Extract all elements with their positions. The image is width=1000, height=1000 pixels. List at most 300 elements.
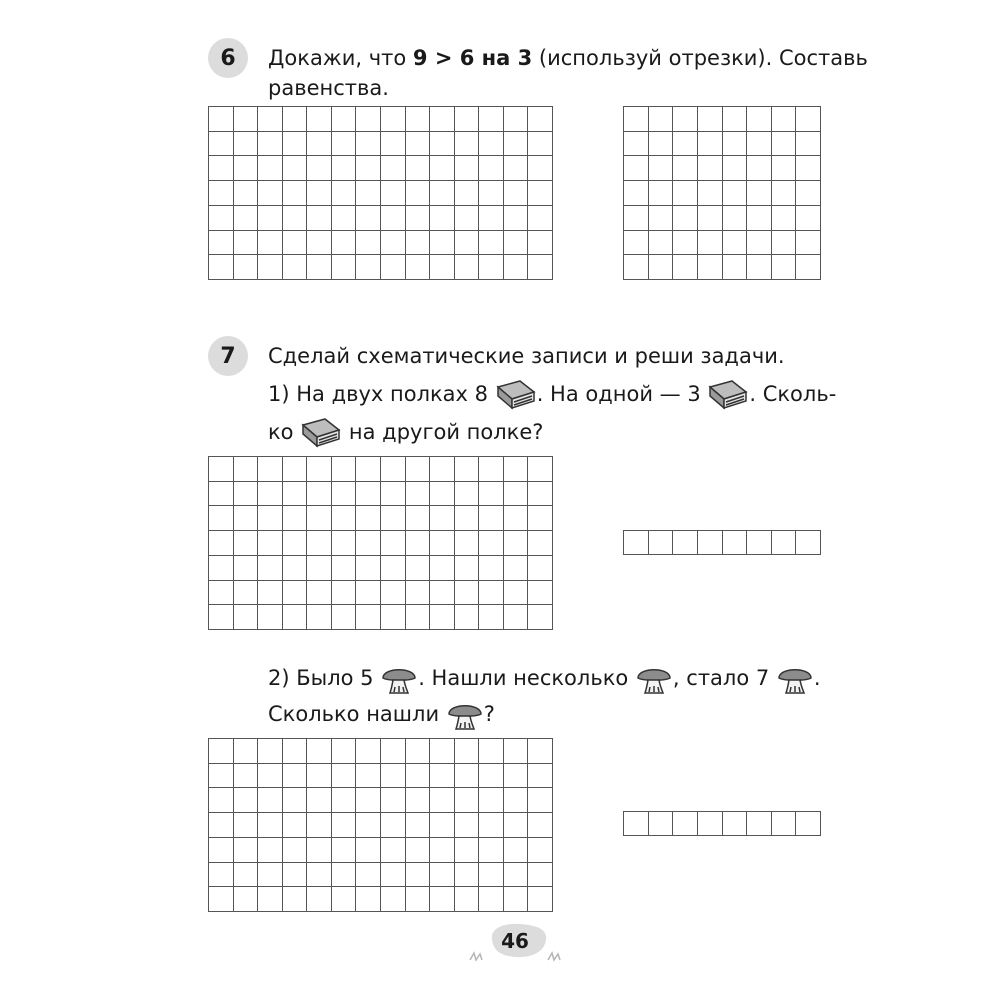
grid-cell[interactable]: [698, 812, 723, 836]
grid-cell[interactable]: [504, 788, 529, 813]
grid-cell[interactable]: [356, 482, 381, 507]
grid-cell[interactable]: [209, 206, 234, 231]
grid-cell[interactable]: [307, 531, 332, 556]
grid-cell[interactable]: [209, 813, 234, 838]
grid-cell[interactable]: [406, 457, 431, 482]
grid-cell[interactable]: [381, 556, 406, 581]
grid-cell[interactable]: [455, 863, 480, 888]
grid-cell[interactable]: [528, 457, 553, 482]
grid-cell[interactable]: [430, 506, 455, 531]
grid-cell[interactable]: [504, 482, 529, 507]
problem2-grid[interactable]: [208, 738, 553, 912]
grid-cell[interactable]: [624, 255, 649, 280]
grid-cell[interactable]: [698, 255, 723, 280]
grid-cell[interactable]: [723, 531, 748, 555]
problem1-grid[interactable]: [208, 456, 553, 630]
grid-cell[interactable]: [307, 788, 332, 813]
grid-cell[interactable]: [209, 531, 234, 556]
grid-cell[interactable]: [258, 457, 283, 482]
grid-cell[interactable]: [455, 739, 480, 764]
grid-cell[interactable]: [307, 255, 332, 280]
grid-cell[interactable]: [455, 838, 480, 863]
grid-cell[interactable]: [332, 255, 357, 280]
grid-cell[interactable]: [234, 838, 259, 863]
grid-cell[interactable]: [649, 206, 674, 231]
grid-cell[interactable]: [234, 581, 259, 606]
grid-cell[interactable]: [455, 482, 480, 507]
grid-cell[interactable]: [234, 132, 259, 157]
grid-cell[interactable]: [673, 181, 698, 206]
grid-cell[interactable]: [504, 813, 529, 838]
grid-cell[interactable]: [307, 506, 332, 531]
grid-cell[interactable]: [796, 255, 821, 280]
grid-cell[interactable]: [283, 813, 308, 838]
grid-cell[interactable]: [406, 863, 431, 888]
grid-cell[interactable]: [209, 482, 234, 507]
grid-cell[interactable]: [649, 181, 674, 206]
problem2-answer-cells[interactable]: [623, 811, 821, 836]
grid-cell[interactable]: [258, 764, 283, 789]
grid-cell[interactable]: [504, 506, 529, 531]
grid-cell[interactable]: [504, 206, 529, 231]
grid-cell[interactable]: [381, 531, 406, 556]
grid-cell[interactable]: [455, 231, 480, 256]
grid-cell[interactable]: [528, 132, 553, 157]
grid-cell[interactable]: [504, 132, 529, 157]
grid-cell[interactable]: [772, 206, 797, 231]
grid-cell[interactable]: [406, 838, 431, 863]
grid-cell[interactable]: [479, 605, 504, 630]
grid-cell[interactable]: [258, 107, 283, 132]
grid-cell[interactable]: [209, 739, 234, 764]
grid-cell[interactable]: [356, 863, 381, 888]
grid-cell[interactable]: [234, 231, 259, 256]
grid-cell[interactable]: [234, 255, 259, 280]
grid-cell[interactable]: [381, 581, 406, 606]
grid-cell[interactable]: [307, 739, 332, 764]
grid-cell[interactable]: [747, 181, 772, 206]
grid-cell[interactable]: [381, 206, 406, 231]
grid-cell[interactable]: [796, 531, 821, 555]
grid-cell[interactable]: [504, 107, 529, 132]
grid-cell[interactable]: [673, 132, 698, 157]
grid-cell[interactable]: [356, 457, 381, 482]
grid-cell[interactable]: [356, 132, 381, 157]
grid-cell[interactable]: [332, 863, 357, 888]
grid-cell[interactable]: [307, 231, 332, 256]
grid-cell[interactable]: [381, 838, 406, 863]
grid-cell[interactable]: [283, 181, 308, 206]
grid-cell[interactable]: [479, 838, 504, 863]
grid-cell[interactable]: [406, 605, 431, 630]
grid-cell[interactable]: [455, 156, 480, 181]
grid-cell[interactable]: [430, 788, 455, 813]
grid-cell[interactable]: [209, 605, 234, 630]
grid-cell[interactable]: [406, 887, 431, 912]
grid-cell[interactable]: [747, 255, 772, 280]
grid-cell[interactable]: [455, 788, 480, 813]
grid-cell[interactable]: [455, 887, 480, 912]
grid-cell[interactable]: [283, 887, 308, 912]
grid-cell[interactable]: [209, 132, 234, 157]
grid-cell[interactable]: [283, 482, 308, 507]
grid-cell[interactable]: [455, 764, 480, 789]
grid-cell[interactable]: [430, 206, 455, 231]
grid-cell[interactable]: [698, 132, 723, 157]
grid-cell[interactable]: [455, 255, 480, 280]
grid-cell[interactable]: [406, 107, 431, 132]
grid-cell[interactable]: [332, 506, 357, 531]
grid-cell[interactable]: [430, 231, 455, 256]
grid-cell[interactable]: [772, 255, 797, 280]
grid-cell[interactable]: [747, 206, 772, 231]
grid-cell[interactable]: [356, 156, 381, 181]
grid-cell[interactable]: [430, 605, 455, 630]
grid-cell[interactable]: [209, 255, 234, 280]
grid-cell[interactable]: [479, 231, 504, 256]
grid-cell[interactable]: [528, 838, 553, 863]
grid-cell[interactable]: [649, 231, 674, 256]
grid-cell[interactable]: [234, 506, 259, 531]
grid-cell[interactable]: [455, 581, 480, 606]
grid-cell[interactable]: [624, 156, 649, 181]
grid-cell[interactable]: [528, 813, 553, 838]
grid-cell[interactable]: [356, 107, 381, 132]
grid-cell[interactable]: [504, 457, 529, 482]
grid-cell[interactable]: [332, 764, 357, 789]
grid-cell[interactable]: [772, 531, 797, 555]
grid-cell[interactable]: [209, 156, 234, 181]
grid-cell[interactable]: [307, 863, 332, 888]
grid-cell[interactable]: [258, 838, 283, 863]
task6-grid-left[interactable]: [208, 106, 553, 280]
grid-cell[interactable]: [479, 764, 504, 789]
grid-cell[interactable]: [406, 255, 431, 280]
grid-cell[interactable]: [747, 531, 772, 555]
grid-cell[interactable]: [356, 838, 381, 863]
grid-cell[interactable]: [479, 506, 504, 531]
grid-cell[interactable]: [430, 838, 455, 863]
grid-cell[interactable]: [796, 181, 821, 206]
grid-cell[interactable]: [381, 255, 406, 280]
grid-cell[interactable]: [356, 556, 381, 581]
grid-cell[interactable]: [406, 482, 431, 507]
grid-cell[interactable]: [356, 531, 381, 556]
grid-cell[interactable]: [356, 605, 381, 630]
grid-cell[interactable]: [381, 764, 406, 789]
grid-cell[interactable]: [406, 531, 431, 556]
grid-cell[interactable]: [406, 231, 431, 256]
grid-cell[interactable]: [307, 107, 332, 132]
grid-cell[interactable]: [528, 556, 553, 581]
grid-cell[interactable]: [234, 813, 259, 838]
grid-cell[interactable]: [209, 107, 234, 132]
grid-cell[interactable]: [406, 181, 431, 206]
grid-cell[interactable]: [430, 482, 455, 507]
grid-cell[interactable]: [356, 581, 381, 606]
grid-cell[interactable]: [723, 812, 748, 836]
grid-cell[interactable]: [698, 206, 723, 231]
grid-cell[interactable]: [332, 887, 357, 912]
grid-cell[interactable]: [504, 556, 529, 581]
grid-cell[interactable]: [698, 531, 723, 555]
grid-cell[interactable]: [649, 156, 674, 181]
grid-cell[interactable]: [479, 887, 504, 912]
grid-cell[interactable]: [504, 156, 529, 181]
grid-cell[interactable]: [723, 206, 748, 231]
grid-cell[interactable]: [430, 739, 455, 764]
grid-cell[interactable]: [455, 506, 480, 531]
grid-cell[interactable]: [430, 457, 455, 482]
grid-cell[interactable]: [307, 181, 332, 206]
grid-cell[interactable]: [479, 132, 504, 157]
grid-cell[interactable]: [332, 206, 357, 231]
grid-cell[interactable]: [283, 764, 308, 789]
grid-cell[interactable]: [406, 132, 431, 157]
grid-cell[interactable]: [258, 813, 283, 838]
grid-cell[interactable]: [258, 887, 283, 912]
grid-cell[interactable]: [796, 812, 821, 836]
grid-cell[interactable]: [772, 132, 797, 157]
grid-cell[interactable]: [209, 863, 234, 888]
grid-cell[interactable]: [673, 156, 698, 181]
grid-cell[interactable]: [479, 788, 504, 813]
grid-cell[interactable]: [209, 556, 234, 581]
grid-cell[interactable]: [283, 506, 308, 531]
grid-cell[interactable]: [455, 531, 480, 556]
grid-cell[interactable]: [356, 764, 381, 789]
grid-cell[interactable]: [455, 457, 480, 482]
grid-cell[interactable]: [332, 813, 357, 838]
grid-cell[interactable]: [479, 156, 504, 181]
grid-cell[interactable]: [332, 531, 357, 556]
grid-cell[interactable]: [209, 457, 234, 482]
grid-cell[interactable]: [234, 206, 259, 231]
grid-cell[interactable]: [283, 156, 308, 181]
grid-cell[interactable]: [698, 107, 723, 132]
grid-cell[interactable]: [209, 788, 234, 813]
grid-cell[interactable]: [455, 556, 480, 581]
grid-cell[interactable]: [234, 556, 259, 581]
grid-cell[interactable]: [381, 863, 406, 888]
grid-cell[interactable]: [723, 181, 748, 206]
grid-cell[interactable]: [356, 506, 381, 531]
grid-cell[interactable]: [747, 156, 772, 181]
grid-cell[interactable]: [406, 581, 431, 606]
grid-cell[interactable]: [234, 764, 259, 789]
grid-cell[interactable]: [673, 531, 698, 555]
grid-cell[interactable]: [528, 581, 553, 606]
grid-cell[interactable]: [307, 206, 332, 231]
grid-cell[interactable]: [406, 764, 431, 789]
grid-cell[interactable]: [528, 482, 553, 507]
grid-cell[interactable]: [234, 482, 259, 507]
grid-cell[interactable]: [258, 506, 283, 531]
grid-cell[interactable]: [430, 181, 455, 206]
grid-cell[interactable]: [234, 531, 259, 556]
grid-cell[interactable]: [504, 887, 529, 912]
grid-cell[interactable]: [283, 231, 308, 256]
grid-cell[interactable]: [698, 231, 723, 256]
grid-cell[interactable]: [283, 581, 308, 606]
grid-cell[interactable]: [430, 764, 455, 789]
grid-cell[interactable]: [479, 206, 504, 231]
grid-cell[interactable]: [430, 531, 455, 556]
grid-cell[interactable]: [381, 739, 406, 764]
grid-cell[interactable]: [796, 206, 821, 231]
grid-cell[interactable]: [258, 132, 283, 157]
grid-cell[interactable]: [209, 764, 234, 789]
grid-cell[interactable]: [381, 231, 406, 256]
grid-cell[interactable]: [772, 812, 797, 836]
grid-cell[interactable]: [332, 788, 357, 813]
grid-cell[interactable]: [624, 181, 649, 206]
grid-cell[interactable]: [504, 764, 529, 789]
grid-cell[interactable]: [673, 812, 698, 836]
grid-cell[interactable]: [381, 156, 406, 181]
grid-cell[interactable]: [283, 739, 308, 764]
grid-cell[interactable]: [649, 531, 674, 555]
grid-cell[interactable]: [479, 531, 504, 556]
task6-grid-right[interactable]: [623, 106, 821, 280]
grid-cell[interactable]: [430, 813, 455, 838]
grid-cell[interactable]: [258, 482, 283, 507]
grid-cell[interactable]: [673, 231, 698, 256]
grid-cell[interactable]: [504, 739, 529, 764]
grid-cell[interactable]: [673, 255, 698, 280]
grid-cell[interactable]: [772, 107, 797, 132]
grid-cell[interactable]: [479, 457, 504, 482]
grid-cell[interactable]: [307, 887, 332, 912]
grid-cell[interactable]: [356, 181, 381, 206]
grid-cell[interactable]: [283, 107, 308, 132]
grid-cell[interactable]: [430, 107, 455, 132]
grid-cell[interactable]: [624, 107, 649, 132]
grid-cell[interactable]: [381, 181, 406, 206]
grid-cell[interactable]: [504, 581, 529, 606]
grid-cell[interactable]: [332, 231, 357, 256]
grid-cell[interactable]: [479, 181, 504, 206]
grid-cell[interactable]: [723, 132, 748, 157]
grid-cell[interactable]: [258, 181, 283, 206]
grid-cell[interactable]: [307, 764, 332, 789]
grid-cell[interactable]: [307, 838, 332, 863]
grid-cell[interactable]: [455, 132, 480, 157]
grid-cell[interactable]: [356, 231, 381, 256]
grid-cell[interactable]: [528, 107, 553, 132]
grid-cell[interactable]: [528, 231, 553, 256]
grid-cell[interactable]: [381, 605, 406, 630]
grid-cell[interactable]: [234, 156, 259, 181]
grid-cell[interactable]: [406, 156, 431, 181]
grid-cell[interactable]: [234, 863, 259, 888]
grid-cell[interactable]: [479, 739, 504, 764]
grid-cell[interactable]: [698, 156, 723, 181]
grid-cell[interactable]: [332, 605, 357, 630]
grid-cell[interactable]: [283, 255, 308, 280]
grid-cell[interactable]: [649, 812, 674, 836]
grid-cell[interactable]: [455, 813, 480, 838]
grid-cell[interactable]: [649, 132, 674, 157]
grid-cell[interactable]: [307, 556, 332, 581]
grid-cell[interactable]: [356, 739, 381, 764]
grid-cell[interactable]: [234, 181, 259, 206]
grid-cell[interactable]: [528, 605, 553, 630]
grid-cell[interactable]: [747, 107, 772, 132]
grid-cell[interactable]: [455, 605, 480, 630]
grid-cell[interactable]: [430, 132, 455, 157]
grid-cell[interactable]: [209, 887, 234, 912]
grid-cell[interactable]: [258, 231, 283, 256]
grid-cell[interactable]: [356, 788, 381, 813]
grid-cell[interactable]: [796, 132, 821, 157]
grid-cell[interactable]: [504, 531, 529, 556]
grid-cell[interactable]: [698, 181, 723, 206]
grid-cell[interactable]: [307, 156, 332, 181]
grid-cell[interactable]: [406, 206, 431, 231]
grid-cell[interactable]: [283, 838, 308, 863]
grid-cell[interactable]: [283, 556, 308, 581]
grid-cell[interactable]: [479, 255, 504, 280]
grid-cell[interactable]: [356, 255, 381, 280]
grid-cell[interactable]: [234, 739, 259, 764]
grid-cell[interactable]: [455, 107, 480, 132]
grid-cell[interactable]: [332, 181, 357, 206]
grid-cell[interactable]: [381, 887, 406, 912]
grid-cell[interactable]: [649, 255, 674, 280]
problem1-answer-cells[interactable]: [623, 530, 821, 555]
grid-cell[interactable]: [234, 457, 259, 482]
grid-cell[interactable]: [528, 739, 553, 764]
grid-cell[interactable]: [258, 156, 283, 181]
grid-cell[interactable]: [772, 156, 797, 181]
grid-cell[interactable]: [528, 506, 553, 531]
grid-cell[interactable]: [624, 206, 649, 231]
grid-cell[interactable]: [356, 813, 381, 838]
grid-cell[interactable]: [430, 581, 455, 606]
grid-cell[interactable]: [234, 107, 259, 132]
grid-cell[interactable]: [209, 506, 234, 531]
grid-cell[interactable]: [772, 181, 797, 206]
grid-cell[interactable]: [307, 482, 332, 507]
grid-cell[interactable]: [258, 605, 283, 630]
grid-cell[interactable]: [455, 181, 480, 206]
grid-cell[interactable]: [332, 107, 357, 132]
grid-cell[interactable]: [796, 107, 821, 132]
grid-cell[interactable]: [307, 581, 332, 606]
grid-cell[interactable]: [406, 788, 431, 813]
grid-cell[interactable]: [624, 132, 649, 157]
grid-cell[interactable]: [406, 506, 431, 531]
grid-cell[interactable]: [283, 531, 308, 556]
grid-cell[interactable]: [649, 107, 674, 132]
grid-cell[interactable]: [209, 581, 234, 606]
grid-cell[interactable]: [528, 764, 553, 789]
grid-cell[interactable]: [747, 231, 772, 256]
grid-cell[interactable]: [528, 181, 553, 206]
grid-cell[interactable]: [479, 107, 504, 132]
grid-cell[interactable]: [283, 457, 308, 482]
grid-cell[interactable]: [307, 132, 332, 157]
grid-cell[interactable]: [258, 255, 283, 280]
grid-cell[interactable]: [381, 107, 406, 132]
grid-cell[interactable]: [504, 838, 529, 863]
grid-cell[interactable]: [234, 788, 259, 813]
grid-cell[interactable]: [772, 231, 797, 256]
grid-cell[interactable]: [624, 531, 649, 555]
grid-cell[interactable]: [332, 132, 357, 157]
grid-cell[interactable]: [528, 255, 553, 280]
